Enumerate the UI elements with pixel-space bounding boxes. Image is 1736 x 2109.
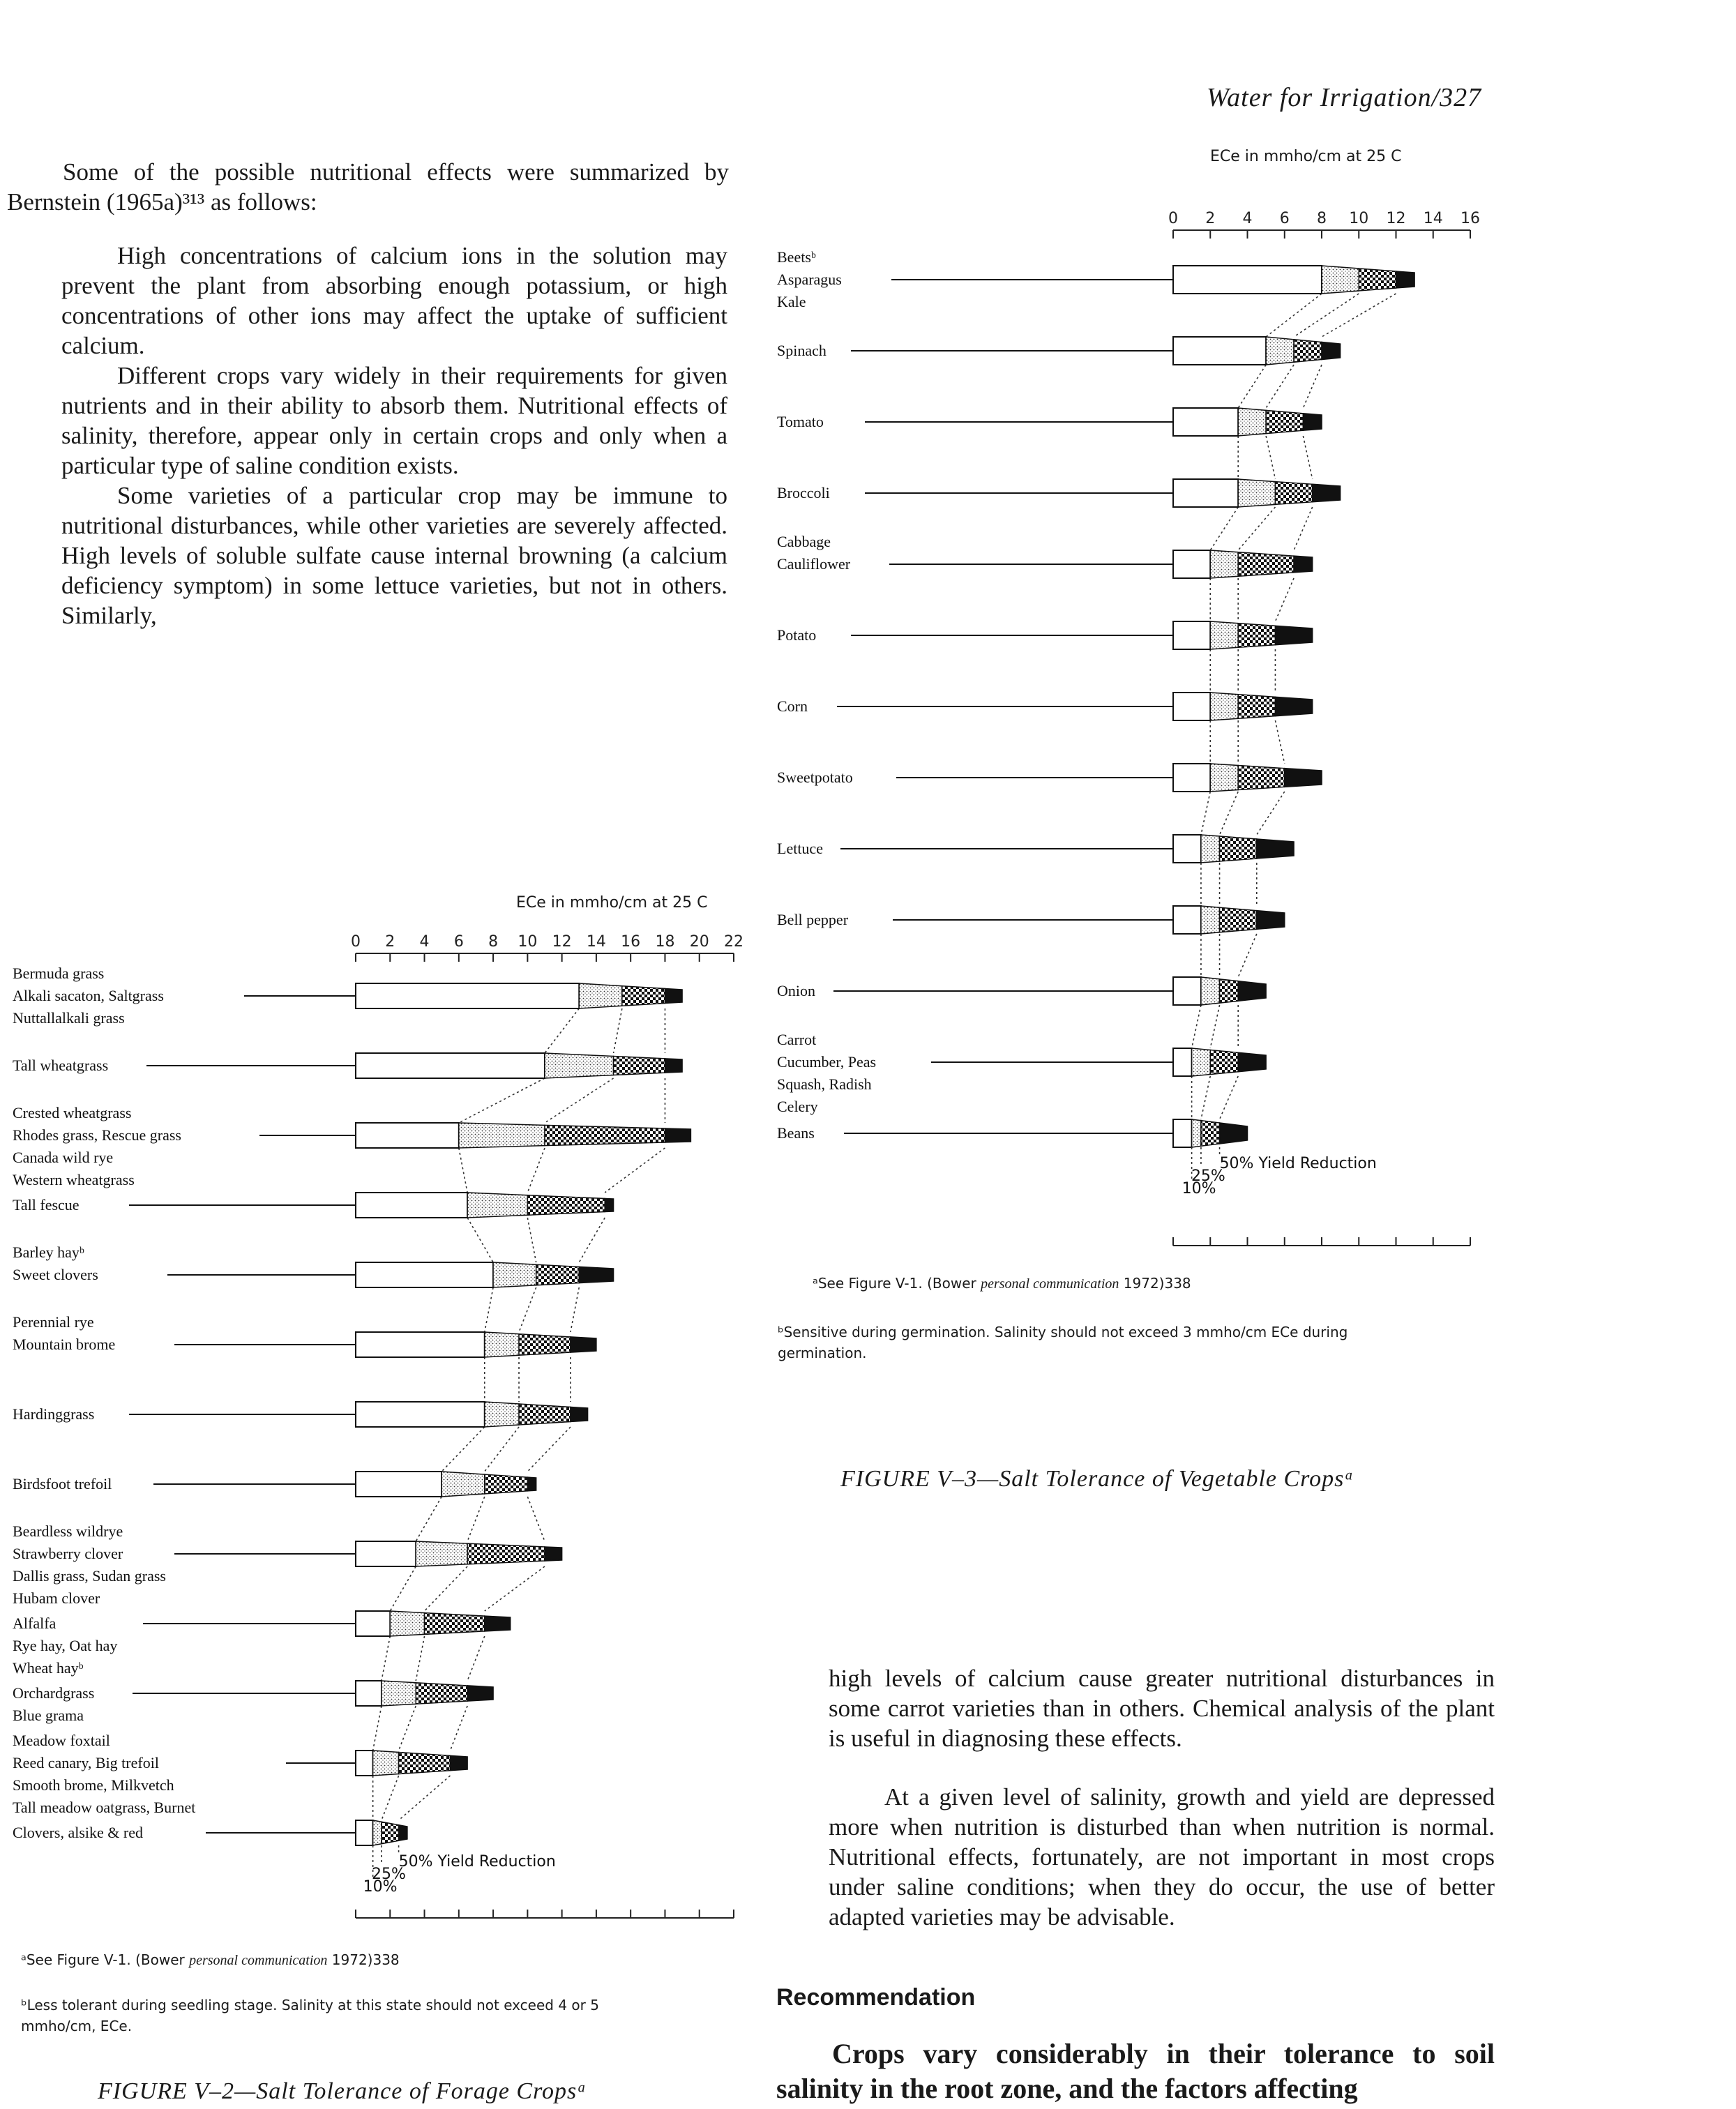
crop-label: Barley hayᵇ <box>13 1244 84 1261</box>
fig2-footnote-b: ᵇLess tolerant during seedling stage. Salinity at this state should not exceed 4 or 5 mmho/cm, ECe. <box>21 1997 599 2034</box>
threshold-connector <box>1322 294 1396 337</box>
tick-label: 16 <box>621 933 641 951</box>
bar-segment-0 <box>356 1681 382 1706</box>
bar-segment-3 <box>665 1059 682 1073</box>
fig3-footnote-a: ᵃSee Figure V-1. (Bower personal communication 1972)338 <box>813 1275 1191 1292</box>
vegetable-crops-chart <box>767 202 1562 1262</box>
bar-segment-0 <box>1173 408 1238 436</box>
tick-label: 0 <box>1168 210 1178 227</box>
bar-segment-3 <box>1294 556 1313 573</box>
bar-segment-3 <box>665 1128 690 1142</box>
bar-segment-3 <box>1313 484 1341 501</box>
bar-segment-1 <box>467 1193 527 1218</box>
threshold-connector <box>545 1078 614 1123</box>
bar-segment-1 <box>1210 550 1238 578</box>
crop-label: Beetsᵇ <box>777 248 816 266</box>
threshold-connector <box>1220 792 1239 835</box>
crop-label: Tall wheatgrass <box>13 1057 109 1074</box>
bar-segment-1 <box>373 1751 399 1776</box>
crop-label: Canada wild rye <box>13 1149 114 1166</box>
tick-label: 18 <box>655 933 675 951</box>
bar-segment-3 <box>605 1198 613 1211</box>
bar-segment-3 <box>571 1407 588 1422</box>
bar-segment-1 <box>416 1541 467 1566</box>
fig2-caption: FIGURE V–2—Salt Tolerance of Forage Cropsᵃ <box>98 2078 587 2104</box>
threshold-connector <box>416 1636 424 1681</box>
bar-segment-1 <box>1210 764 1238 792</box>
bar-segment-3 <box>1303 414 1322 430</box>
threshold-connector <box>1275 720 1284 764</box>
tick-label: 2 <box>385 933 395 951</box>
crop-label: Alfalfa <box>13 1615 56 1632</box>
quote-block <box>61 241 727 630</box>
bar-segment-1 <box>485 1332 519 1357</box>
tick-label: 16 <box>1460 210 1480 227</box>
crop-label: Bermuda grass <box>13 965 105 982</box>
threshold-connector <box>1294 294 1359 337</box>
yield-reduction-label: 25% <box>371 1866 406 1883</box>
crop-label: Cabbage <box>777 533 831 550</box>
bar-segment-1 <box>1192 1048 1211 1076</box>
bar-segment-1 <box>1266 337 1294 365</box>
bar-segment-0 <box>356 1123 459 1148</box>
tick-label: 22 <box>724 933 744 951</box>
bar-segment-2 <box>519 1334 571 1355</box>
bar-segment-2 <box>527 1195 605 1216</box>
threshold-connector <box>399 1706 416 1751</box>
threshold-connector <box>467 1218 493 1262</box>
bar-segment-3 <box>579 1267 613 1283</box>
threshold-connector <box>425 1566 468 1611</box>
bar-segment-0 <box>1173 550 1210 578</box>
bar-segment-1 <box>493 1262 536 1287</box>
bar-segment-1 <box>390 1611 424 1636</box>
bar-segment-0 <box>1173 835 1201 863</box>
bar-segment-1 <box>545 1053 614 1078</box>
tick-label: 8 <box>1317 210 1327 227</box>
crop-label: Bell pepper <box>777 911 849 928</box>
tick-label: 10 <box>1349 210 1369 227</box>
bar-segment-2 <box>467 1543 545 1564</box>
crop-label: Tomato <box>777 413 824 430</box>
crop-label: Birdsfoot trefoil <box>13 1475 112 1492</box>
bar-segment-1 <box>1201 835 1220 863</box>
fig2-footnote-a: ᵃSee Figure V-1. (Bower personal communication 1972)338 <box>21 1951 400 1968</box>
crop-label: Kale <box>777 293 806 310</box>
bar-segment-3 <box>1257 911 1285 930</box>
crop-label: Mountain brome <box>13 1336 116 1353</box>
threshold-connector <box>390 1566 416 1611</box>
crop-label: Alkali sacaton, Saltgrass <box>13 987 164 1004</box>
bar-segment-2 <box>545 1125 665 1145</box>
bar-segment-1 <box>1322 266 1359 294</box>
bar-segment-0 <box>1173 1048 1192 1076</box>
threshold-connector <box>527 1218 536 1262</box>
bar-segment-3 <box>451 1755 468 1770</box>
tick-label: 0 <box>351 933 361 951</box>
bar-segment-1 <box>579 983 622 1008</box>
tick-label: 20 <box>689 933 709 951</box>
right-paragraph-1: high levels of calcium cause greater nutritional disturbances in some carrot varieties than in others. Chemical analysis of the plant is useful in diagnosing these effects. <box>829 1665 1495 1752</box>
crop-label: Hardinggrass <box>13 1405 95 1423</box>
yield-reduction-label: 10% <box>1182 1180 1216 1197</box>
crop-label: Potato <box>777 626 817 644</box>
threshold-connector <box>373 1706 382 1751</box>
bar-segment-2 <box>1359 269 1396 291</box>
recommendation-text: Crops vary considerably in their tolerance to soil salinity in the root zone, and the factors affecting <box>776 2038 1495 2104</box>
bar-segment-0 <box>1173 977 1201 1005</box>
crop-label: Strawberry clover <box>13 1545 123 1562</box>
quote-paragraph-3: Some varieties of a particular crop may be immune to nutritional disturbances, while other varieties are severely affected. High levels of soluble sulfate cause internal browning (a calcium deficiency symptom) in some lettuce varieties, but not in others. Similarly, <box>61 482 727 629</box>
bar-segment-3 <box>1275 697 1312 716</box>
bar-segment-2 <box>1266 410 1303 433</box>
bar-segment-0 <box>356 1751 373 1776</box>
bar-segment-3 <box>1275 626 1312 644</box>
crop-label: Western wheatgrass <box>13 1171 135 1188</box>
bar-segment-0 <box>356 1262 493 1287</box>
threshold-connector <box>527 1427 571 1472</box>
threshold-connector <box>1210 507 1238 550</box>
crop-label: Carrot <box>777 1031 817 1048</box>
threshold-connector <box>519 1287 536 1332</box>
bar-segment-3 <box>665 989 682 1004</box>
recommendation-heading: Recommendation <box>776 1984 976 2011</box>
bar-segment-1 <box>1201 906 1220 934</box>
crop-label: Cauliflower <box>777 555 851 573</box>
bar-segment-2 <box>1238 552 1294 577</box>
bar-segment-0 <box>1173 479 1238 507</box>
threshold-connector <box>1257 792 1285 835</box>
running-head: Water for Irrigation/327 <box>1207 83 1482 112</box>
threshold-connector <box>1210 1005 1219 1048</box>
tick-label: 6 <box>453 933 464 951</box>
bar-segment-2 <box>1275 482 1312 505</box>
crop-label: Meadow foxtail <box>13 1732 110 1749</box>
forage-crops-chart <box>0 914 774 1939</box>
bar-segment-0 <box>1173 1119 1192 1147</box>
threshold-connector <box>459 1148 467 1193</box>
fig3-footnote-b: ᵇSensitive during germination. Salinity should not exceed 3 mmho/cm ECe during germination. <box>778 1324 1348 1361</box>
bar-segment-0 <box>1173 621 1210 649</box>
bar-segment-0 <box>356 1332 485 1357</box>
bar-segment-3 <box>399 1825 407 1841</box>
bar-segment-1 <box>459 1123 545 1148</box>
intro-paragraph: Some of the possible nutritional effects were summarized by Bernstein (1965a)³¹³ as follows: <box>7 158 729 216</box>
bar-segment-0 <box>1173 266 1322 294</box>
threshold-connector <box>485 1287 493 1332</box>
threshold-connector <box>1201 792 1210 835</box>
bar-segment-3 <box>545 1547 562 1561</box>
threshold-connector <box>485 1566 545 1611</box>
crop-label: Corn <box>777 697 808 715</box>
bar-segment-2 <box>1238 623 1275 648</box>
threshold-connector <box>1238 365 1266 408</box>
crop-label: Beardless wildrye <box>13 1522 123 1540</box>
crop-label: Crested wheatgrass <box>13 1104 132 1121</box>
yield-reduction-label: 25% <box>1191 1167 1225 1185</box>
bar-segment-3 <box>527 1477 536 1491</box>
bar-segment-0 <box>1173 906 1201 934</box>
tick-label: 14 <box>586 933 606 951</box>
bar-segment-2 <box>399 1752 451 1774</box>
bar-segment-3 <box>485 1616 511 1631</box>
bar-segment-2 <box>382 1822 399 1844</box>
threshold-connector <box>1192 1005 1201 1048</box>
quote-paragraph-1: High concentrations of calcium ions in the solution may prevent the plant from absorbing enough potassium, or high concentrations of other ions may affect the uptake of sufficient calcium. <box>61 242 727 359</box>
tick-label: 2 <box>1205 210 1216 227</box>
bar-segment-3 <box>1238 981 1266 1001</box>
threshold-connector <box>441 1427 485 1472</box>
bar-segment-2 <box>416 1683 467 1704</box>
threshold-connector <box>459 1078 545 1123</box>
bar-segment-2 <box>1201 1121 1220 1147</box>
threshold-connector <box>545 1008 579 1053</box>
crop-label: Orchardgrass <box>13 1684 95 1702</box>
bar-segment-2 <box>622 986 665 1006</box>
threshold-connector <box>382 1636 390 1681</box>
bar-segment-2 <box>485 1474 528 1494</box>
crop-label: Wheat hayᵇ <box>13 1659 84 1677</box>
bar-segment-0 <box>356 1402 485 1427</box>
right-paragraph-2: At a given level of salinity, growth and yield are depressed more when nutrition is disturbed than when nutrition is normal. Nutritional effects, fortunately, are not important in most crops under saline conditions; when they do occur, the use of better adapted varieties may be advisable. <box>829 1783 1495 1930</box>
bar-segment-0 <box>356 1820 373 1845</box>
bar-segment-3 <box>1257 839 1294 859</box>
threshold-connector <box>527 1497 545 1541</box>
crop-label: Celery <box>777 1098 818 1115</box>
crop-label: Reed canary, Big trefoil <box>13 1754 159 1771</box>
bar-segment-0 <box>356 1541 416 1566</box>
crop-label: Nuttallalkali grass <box>13 1009 125 1027</box>
bar-segment-0 <box>1173 693 1210 720</box>
threshold-connector <box>467 1497 485 1541</box>
tick-label: 10 <box>518 933 538 951</box>
threshold-connector <box>1238 507 1275 550</box>
tick-label: 4 <box>1242 210 1253 227</box>
bar-segment-2 <box>1210 1050 1238 1075</box>
bar-segment-0 <box>356 1193 467 1218</box>
bar-segment-1 <box>1238 408 1266 436</box>
yield-reduction-label: 50% Yield Reduction <box>1219 1155 1377 1172</box>
bar-segment-0 <box>356 1053 545 1078</box>
bar-segment-3 <box>1396 271 1415 288</box>
threshold-connector <box>451 1706 468 1751</box>
threshold-connector <box>1303 365 1322 408</box>
crop-label: Tall meadow oatgrass, Burnet <box>13 1799 196 1816</box>
threshold-connector <box>1303 436 1312 479</box>
threshold-connector <box>416 1497 441 1541</box>
crop-label: Rhodes grass, Rescue grass <box>13 1126 181 1144</box>
crop-label: Squash, Radish <box>777 1075 872 1093</box>
threshold-connector <box>527 1148 545 1193</box>
crop-label: Smooth brome, Milkvetch <box>13 1776 174 1794</box>
bar-segment-1 <box>485 1402 519 1427</box>
bar-segment-2 <box>1220 836 1257 861</box>
crop-label: Tall fescue <box>13 1196 80 1214</box>
yield-reduction-label: 50% Yield Reduction <box>398 1853 556 1870</box>
bar-segment-2 <box>1238 695 1275 719</box>
bar-segment-2 <box>614 1057 665 1075</box>
crop-label: Hubam clover <box>13 1589 100 1607</box>
threshold-connector <box>1266 294 1322 337</box>
threshold-connector <box>1238 934 1257 977</box>
crop-label: Broccoli <box>777 484 830 501</box>
crop-label: Clovers, alsike & red <box>13 1824 143 1841</box>
tick-label: 4 <box>419 933 430 951</box>
bar-segment-2 <box>1294 340 1322 363</box>
threshold-connector <box>485 1427 519 1472</box>
bar-segment-3 <box>571 1337 596 1352</box>
crop-label: Beans <box>777 1124 815 1142</box>
bar-segment-1 <box>1210 693 1238 720</box>
bar-segment-1 <box>1192 1119 1201 1147</box>
threshold-connector <box>1294 507 1313 550</box>
bar-segment-1 <box>373 1820 382 1845</box>
threshold-connector <box>399 1776 451 1820</box>
bar-segment-3 <box>1220 1123 1248 1144</box>
bar-segment-1 <box>1210 621 1238 649</box>
quote-paragraph-2: Different crops vary widely in their requirements for given nutrients and in their ability to absorb them. Nutritional effects of salinity, therefore, appear only in certain crops and only when a particular type of saline condition exists. <box>61 362 727 479</box>
crop-label: Rye hay, Oat hay <box>13 1637 118 1654</box>
bar-segment-3 <box>467 1686 493 1701</box>
tick-label: 12 <box>1386 210 1406 227</box>
bar-segment-1 <box>441 1472 485 1497</box>
bar-segment-1 <box>382 1681 416 1706</box>
bar-segment-1 <box>1201 977 1220 1005</box>
bar-segment-0 <box>1173 764 1210 792</box>
threshold-connector <box>1266 365 1294 408</box>
bar-segment-1 <box>1238 479 1275 507</box>
bar-segment-3 <box>1322 342 1341 360</box>
fig3-caption: FIGURE V–3—Salt Tolerance of Vegetable Cropsᵃ <box>840 1466 1354 1492</box>
threshold-connector <box>467 1636 485 1681</box>
crop-label: Dallis grass, Sudan grass <box>13 1567 166 1585</box>
crop-label: Spinach <box>777 342 827 359</box>
tick-label: 14 <box>1423 210 1443 227</box>
threshold-connector <box>1266 436 1275 479</box>
tick-label: 12 <box>552 933 572 951</box>
crop-label: Lettuce <box>777 840 823 857</box>
bar-segment-2 <box>1220 979 1239 1003</box>
crop-label: Asparagus <box>777 271 842 288</box>
crop-label: Perennial rye <box>13 1313 94 1331</box>
threshold-connector <box>382 1776 399 1820</box>
threshold-connector <box>1220 1076 1239 1119</box>
crop-label: Cucumber, Peas <box>777 1053 877 1071</box>
threshold-connector <box>571 1287 579 1332</box>
bar-segment-0 <box>356 1472 441 1497</box>
bar-segment-2 <box>519 1404 571 1425</box>
crop-label: Sweet clovers <box>13 1266 98 1283</box>
bar-segment-0 <box>356 1611 390 1636</box>
threshold-connector <box>1275 578 1294 621</box>
threshold-connector <box>1201 1076 1210 1119</box>
crop-label: Blue grama <box>13 1707 84 1724</box>
fig3-axis-title: ECe in mmho/cm at 25 C <box>1210 148 1402 165</box>
tick-label: 8 <box>488 933 499 951</box>
crop-label: Sweetpotato <box>777 769 853 786</box>
bar-segment-3 <box>1238 1052 1266 1072</box>
bar-segment-2 <box>1238 766 1285 790</box>
threshold-connector <box>605 1148 665 1193</box>
threshold-connector <box>579 1218 605 1262</box>
tick-label: 6 <box>1279 210 1290 227</box>
bar-segment-3 <box>1285 769 1322 787</box>
bar-segment-2 <box>1220 907 1257 932</box>
bar-segment-0 <box>356 983 579 1008</box>
bar-segment-2 <box>425 1613 485 1635</box>
yield-reduction-label: 10% <box>363 1878 398 1896</box>
fig2-axis-title: ECe in mmho/cm at 25 C <box>516 894 708 912</box>
bar-segment-0 <box>1173 337 1266 365</box>
threshold-connector <box>614 1008 622 1053</box>
crop-label: Onion <box>777 982 815 999</box>
bar-segment-2 <box>536 1264 580 1285</box>
